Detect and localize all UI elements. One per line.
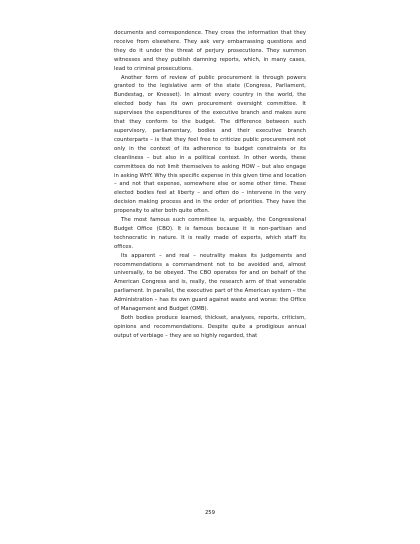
paragraph-4: Its apparent – and real – neutrality makes its judgements and recommendations a commandment not to be avoided and, almost universally, to be obeyed. The CBO operates for and on behalf of the American Congress and is, really, the research arm of that venerable parliament. In parallel, the executive part of the American system – the Administration – has its own guard against waste and worse: the Office of Management and Budget (OMB). <box>114 252 306 313</box>
page-number: 259 <box>204 510 216 516</box>
paragraph-1: documents and correspondence. They cross the information that they receive from elsewhere. They ask very embarrassing questions and they do it under the threat of perjury prosecutions. They summon witnesses and they publish damning reports, which, in many cases, lead to criminal prosecutions. <box>114 30 306 72</box>
body-text <box>114 29 306 341</box>
paragraph-5: Both bodies produce learned, thickset, analyses, reports, criticism, opinions and recommendations. Despite quite a prodigious annual output of verbiage – they are so highly regarded, that <box>114 315 306 339</box>
paragraph-3: The most famous such committee is, arguably, the Congressional Budget Office (CBO). It is famous because it is non-partisan and technocratic in nature. It is really made of experts, which staff its offices. <box>114 217 306 250</box>
paragraph-2: Another form of review of public procurement is through powers granted to the legislative arm of the state (Congress, Parliament, Bundestag, or Knesset). In almost every country in the world, the elected body has its own procurement oversight committee. It supervises the expenditures of the executive branch and makes sure that they conform to the budget. The difference between such supervisory, parliamentary, bodies and their executive branch counterparts – is that they feel free to criticize public procurement not only in the context of its adherence to budget constraints or its cleanliness – but also in a political context. In other words, these committees do not limit themselves to asking HOW – but also engage in asking WHY. Why this specific expense in this given time and location – and not that expense, somewhere else or some other time. These elected bodies feel at liberty – and often do – intervene in the very decision making process and in the order of priorities. They have the propensity to alter both quite often. <box>114 74 306 215</box>
